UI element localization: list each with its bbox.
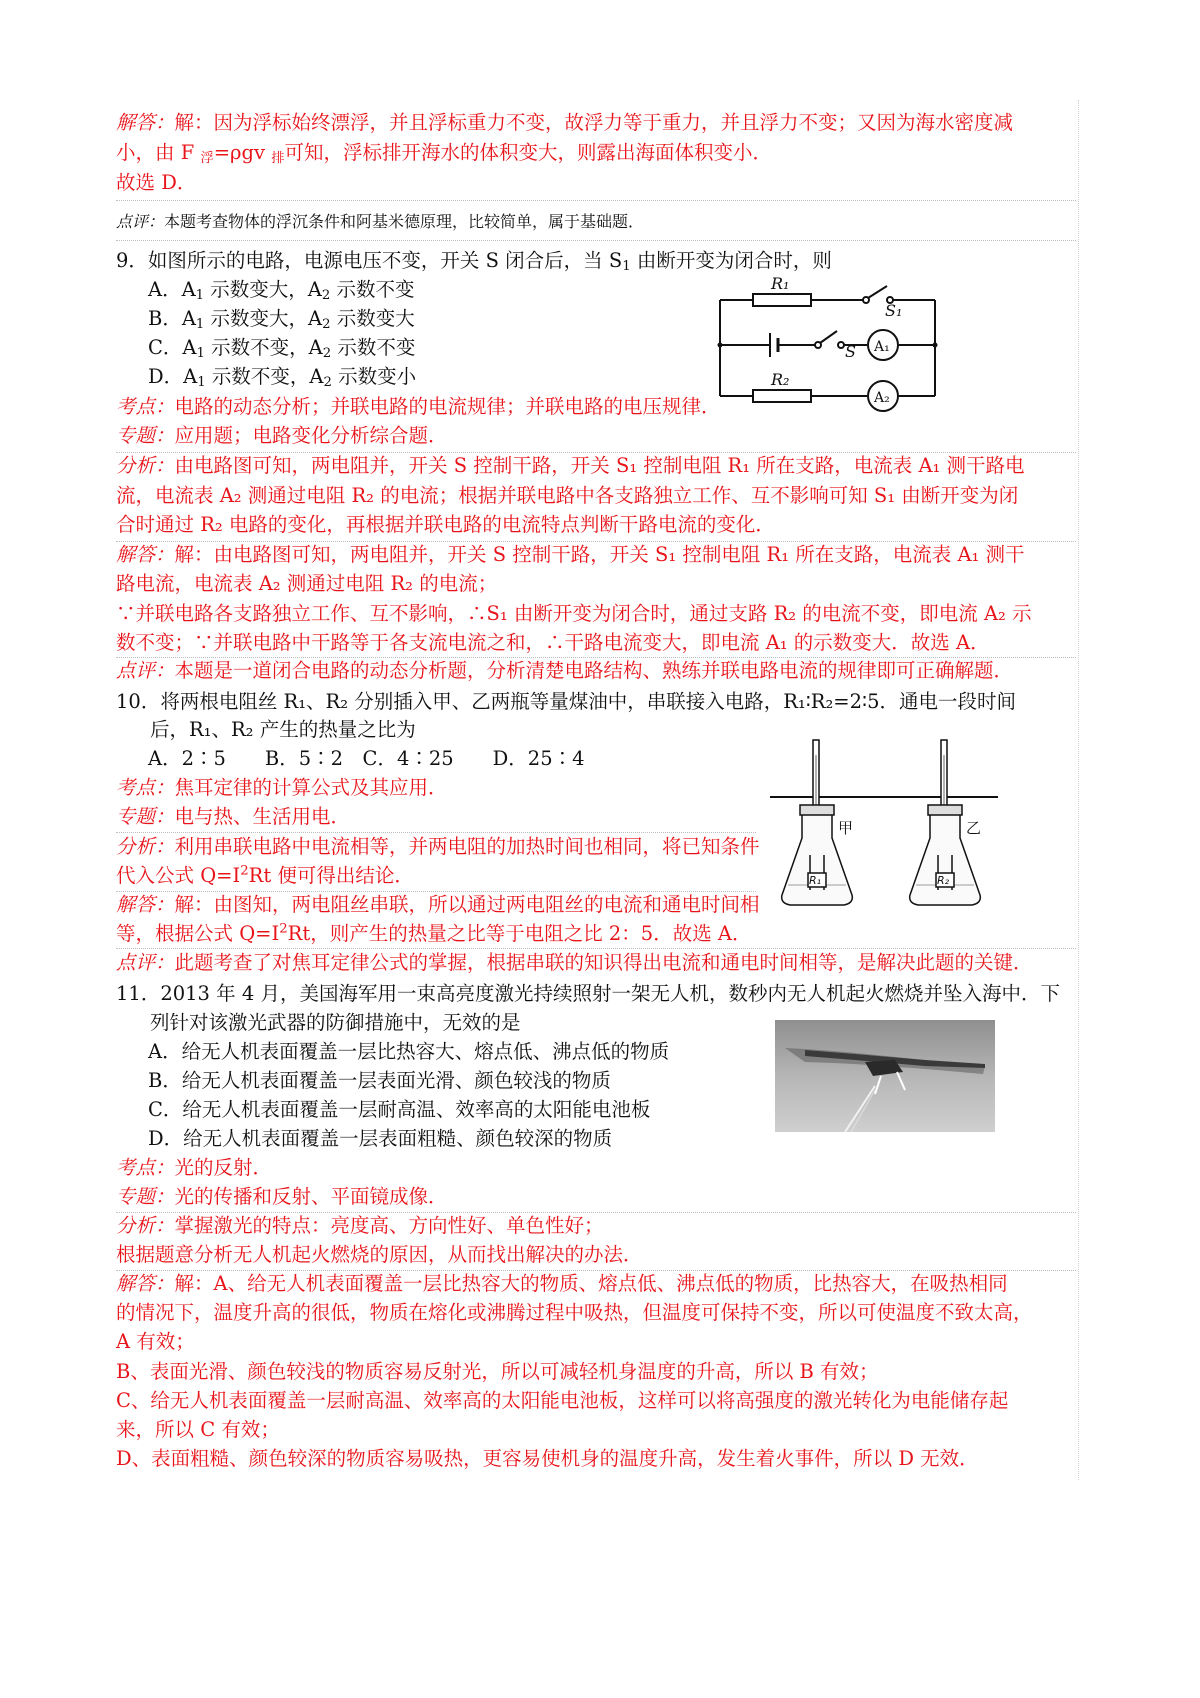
q9-jieda-4: 数不变；∵并联电路中干路等于各支流电流之和，∴干路电流变大，即电流 A₁ 的示数变大．故选 A． — [116, 631, 990, 654]
q10-kaodian: 考点：焦耳定律的计算公式及其应用． — [116, 776, 448, 799]
q11-zhuanti: 专题：光的传播和反射、平面镜成像． — [116, 1185, 448, 1208]
label-a2: A₂ — [874, 390, 890, 406]
label-jia: 甲 — [838, 819, 854, 837]
q9-kaodian: 考点：电路的动态分析；并联电路的电流规律；并联电路的电压规律． — [116, 395, 721, 418]
label-yi: 乙 — [966, 819, 982, 837]
q9-fenxi-2: 流，电流表 A₂ 测通过电阻 R₂ 的电流；根据并联电路中各支路独立工作、互不影响可知 S₁ 由断开变为闭 — [116, 484, 1019, 507]
q8-comment: 点评：本题考查物体的浮沉条件和阿基米德原理，比较简单，属于基础题． — [116, 212, 645, 231]
label-r1: R₁ — [771, 274, 790, 293]
q10-fenxi-1: 分析：利用串联电路中电流相等，并两电阻的加热时间也相同，将已知条件 — [116, 835, 760, 858]
label-r2: R₂ — [937, 874, 950, 887]
q9-jieda-1: 解答：解：由电路图可知，两电阻并，开关 S 控制干路，开关 S₁ 控制电阻 R₁ 所在支路，电流表 A₁ 测干 — [116, 543, 1025, 566]
q9-option-a: A．$A_1$ 示数变大，$A_2$ 示数不变 — [148, 278, 415, 303]
q11-stem-2: 列针对该激光武器的防御措施中，无效的是 — [150, 1011, 521, 1034]
q11-option-b: B．给无人机表面覆盖一层表面光滑、颜色较浅的物质 — [148, 1069, 611, 1092]
label-s: S — [845, 342, 856, 361]
q11-option-d: D．给无人机表面覆盖一层表面粗糙、颜色较深的物质 — [148, 1127, 613, 1150]
label-r2: R₂ — [771, 370, 790, 389]
q10-stem-1: 10．将两根电阻丝 R₁、R₂ 分别插入甲、乙两瓶等量煤油中，串联接入电路，R₁∶R₂=2∶5．通电一段时间 — [116, 690, 1017, 713]
q11-jieda-3: A 有效； — [116, 1330, 195, 1353]
q11-fenxi-2: 根据题意分析无人机起火燃烧的原因，从而找出解决的办法． — [116, 1243, 643, 1266]
separator — [116, 240, 1076, 241]
label-r1: R₁ — [809, 874, 822, 887]
switch-s1 — [868, 286, 887, 298]
q9-stem: 9．如图所示的电路，电源电压不变，开关 S 闭合后，当 $S_1$ 由断开变为闭合时，则 — [116, 249, 832, 274]
circuit-diagram — [715, 272, 945, 412]
resistor-r2 — [753, 390, 811, 402]
q11-jieda-1: 解答：解：A、给无人机表面覆盖一层比热容大的物质、熔点低、沸点低的物质，比热容大，在吸热相同 — [116, 1272, 1008, 1295]
q9-option-c: C．$A_1$ 示数不变，$A_2$ 示数不变 — [148, 336, 416, 361]
q8-answer-line-2: 小，由 F $_浮$=ρgv $_排$可知，浮标排开海水的体积变大，则露出海面体积变小． — [116, 141, 772, 166]
q11-jieda-4: B、表面光滑、颜色较浅的物质容易反射光，所以可减轻机身温度的升高，所以 B 有效； — [116, 1360, 879, 1383]
q10-dianping: 点评：此题考查了对焦耳定律公式的掌握，根据串联的知识得出电流和通电时间相等，是解决此题的关键． — [116, 951, 1033, 974]
q10-zhuanti: 专题：电与热、生活用电． — [116, 805, 351, 828]
q10-fenxi-2: 代入公式 $Q=I^2Rt$ 便可得出结论． — [116, 863, 414, 887]
q9-jieda-3: ∵并联电路各支路独立工作、互不影响，∴S₁ 由断开变为闭合时，通过支路 R₂ 的电流不变，即电流 A₂ 示 — [116, 602, 1032, 625]
resistor-r1 — [753, 294, 811, 306]
separator — [116, 200, 1076, 201]
q9-fenxi-1: 分析：由电路图可知，两电阻并，开关 S 控制干路，开关 S₁ 控制电阻 R₁ 所在支路，电流表 A₁ 测干路电 — [116, 454, 1025, 477]
q11-jieda-2: 的情况下，温度升高的很低，物质在熔化或沸腾过程中吸热，但温度可保持不变，所以可使温度不致太高， — [116, 1301, 1033, 1324]
comment-label: 点评： — [116, 212, 165, 231]
q11-stem-1: 11．2013 年 4 月，美国海军用一束高亮度激光持续照射一架无人机，数秒内无人机起火燃烧并坠入海中．下 — [116, 982, 1060, 1005]
q10-options: A．2∶5 B．5∶2 C．4∶25 D．25∶4 — [148, 747, 585, 770]
q8-answer-line-1: 解答：解：因为浮标始终漂浮，并且浮标重力不变，故浮力等于重力，并且浮力不变；又因为海水密度减 — [116, 111, 1014, 134]
q9-jieda-2: 路电流，电流表 A₂ 测通过电阻 R₂ 的电流； — [116, 572, 498, 595]
q11-jieda-6: 来，所以 C 有效； — [116, 1418, 280, 1441]
q11-option-c: C．给无人机表面覆盖一层耐高温、效率高的太阳能电池板 — [148, 1098, 651, 1121]
q10-stem-2: 后，R₁、R₂ 产生的热量之比为 — [150, 718, 416, 741]
q8-answer-line-3: 故选 D． — [116, 171, 197, 194]
answer-label: 解答： — [116, 111, 175, 134]
q11-jieda-5: C、给无人机表面覆盖一层耐高温、效率高的太阳能电池板，这样可以将高强度的激光转化为电能储存起 — [116, 1389, 1009, 1412]
q9-zhuanti: 专题：应用题；电路变化分析综合题． — [116, 424, 448, 447]
q9-dianping: 点评：本题是一道闭合电路的动态分析题，分析清楚电路结构、熟练并联电路电流的规律即可正确解题． — [116, 659, 1014, 682]
q11-jieda-7: D、表面粗糙、颜色较深的物质容易吸热，更容易使机身的温度升高，发生着火事件，所以 D 无效． — [116, 1447, 979, 1470]
drone-photo — [775, 1020, 995, 1132]
q9-option-b: B．$A_1$ 示数变大，$A_2$ 示数变大 — [148, 307, 415, 332]
switch-s — [820, 331, 837, 343]
q11-option-a: A．给无人机表面覆盖一层比热容大、熔点低、沸点低的物质 — [148, 1040, 670, 1063]
label-s1: S₁ — [885, 301, 903, 320]
q11-fenxi-1: 分析：掌握激光的特点：亮度高、方向性好、单色性好； — [116, 1214, 604, 1237]
margin-line — [1078, 100, 1079, 1480]
q10-jieda-1: 解答：解：由图知，两电阻丝串联，所以通过两电阻丝的电流和通电时间相 — [116, 893, 760, 916]
q10-jieda-2: 等，根据公式 $Q=I^2Rt$，则产生的热量之比等于电阻之比 2：5．故选 A． — [116, 921, 752, 945]
q9-fenxi-3: 合时通过 R₂ 电路的变化，再根据并联电路的电流特点判断干路电流的变化． — [116, 513, 775, 536]
q11-kaodian: 考点：光的反射． — [116, 1156, 273, 1179]
flasks-diagram — [770, 735, 1000, 913]
label-a1: A₁ — [874, 339, 890, 355]
q9-option-d: D．$A_1$ 示数不变，$A_2$ 示数变小 — [148, 365, 417, 390]
